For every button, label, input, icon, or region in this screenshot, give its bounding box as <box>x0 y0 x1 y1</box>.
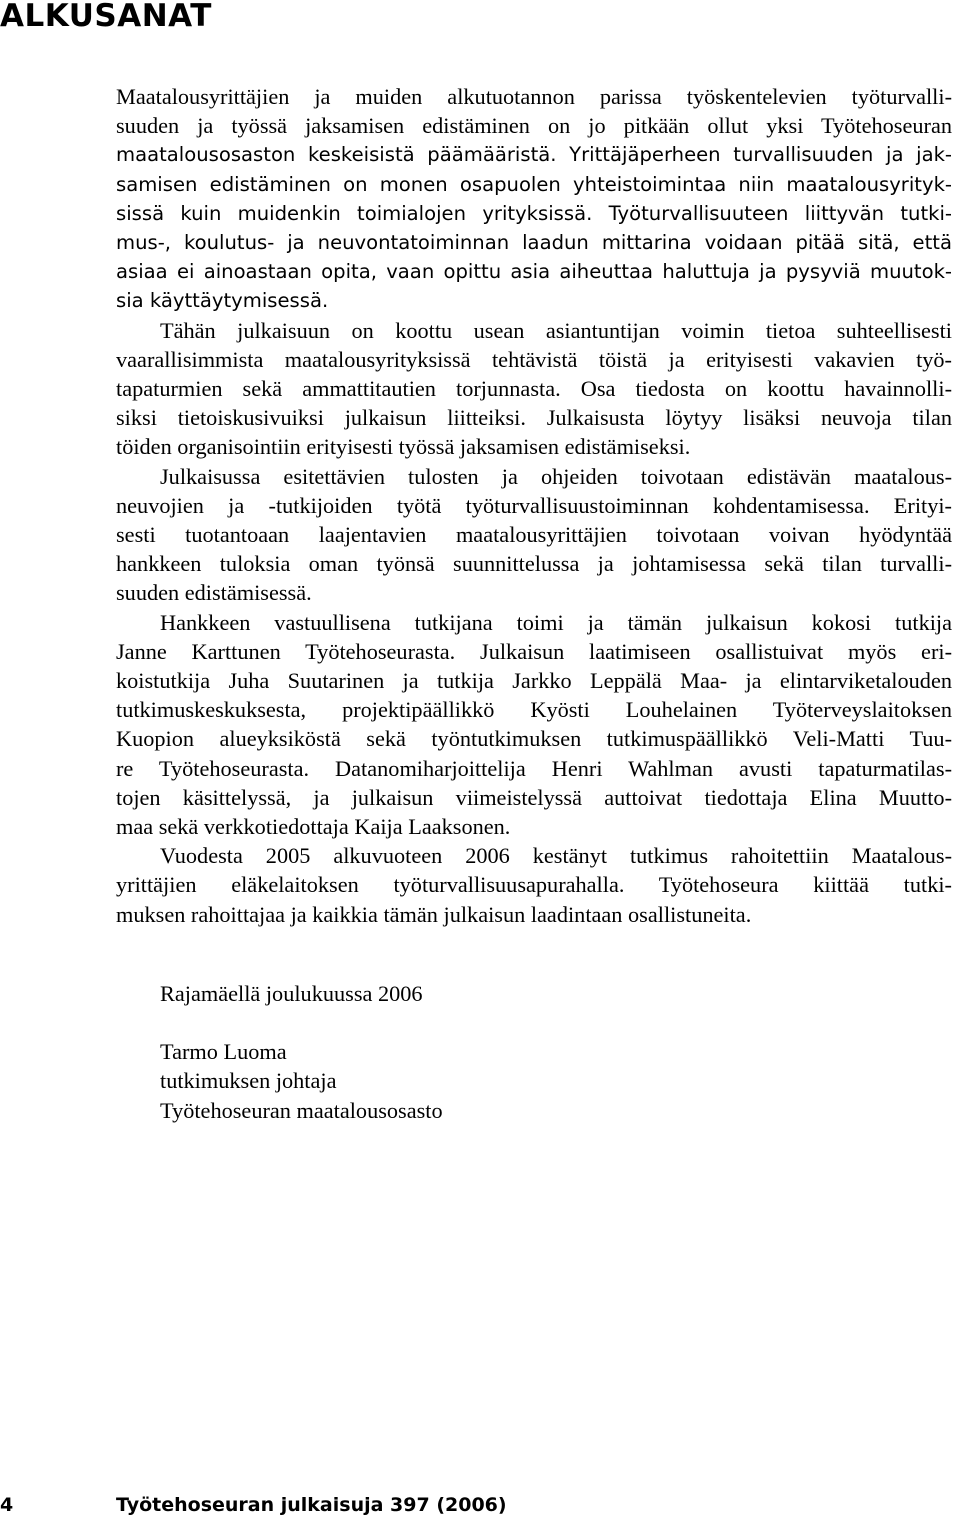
place-date: Rajamäellä joulukuussa 2006 <box>160 981 423 1006</box>
page-title: ALKUSANAT <box>0 0 212 34</box>
text-line: koistutkija Juha Suutarinen ja tutkija Jarkko Leppälä Maa- ja elintarviketalouden <box>116 668 952 694</box>
text-line: sia käyttäytymisessä. <box>116 289 329 313</box>
text-line: muksen rahoittajaa ja kaikkia tämän julkaisun laadintaan osallistuneita. <box>116 901 752 927</box>
text-line: töiden organisointiin erityisesti työssä jaksamisen edistämiseksi. <box>116 434 691 460</box>
publication-info: Työtehoseuran julkaisuja 397 (2006) <box>116 1494 507 1516</box>
text-line: tutkimuskeskuksesta, projektipäällikkö Kyösti Louhelainen Työterveyslaitoksen <box>116 697 952 723</box>
text-line: vaarallisimmista maatalousyrityksissä tehtävistä töistä ja erityisesti vakavien työ- <box>116 346 952 372</box>
text-line: neuvojien ja -tutkijoiden työtä työturvallisuustoiminnan kohdentamisessa. Erityi- <box>116 492 952 518</box>
page-number: 4 <box>0 1494 14 1516</box>
signer-name: Tarmo Luoma <box>160 1039 287 1065</box>
text-line: samisen edistäminen on monen osapuolen yhteistoimintaa niin maatalousyrityk- <box>116 172 952 196</box>
text-line: tapaturmien sekä ammattitautien torjunnasta. Osa tiedosta on koottu havainnolli- <box>116 376 952 402</box>
text-line: Janne Karttunen Työtehoseurasta. Julkaisun laatimiseen osallistuivat myös eri- <box>116 638 952 664</box>
text-line: Hankkeen vastuullisena tutkijana toimi ja tämän julkaisun kokosi tutkija <box>160 609 952 635</box>
text-line: Vuodesta 2005 alkuvuoteen 2006 kestänyt tutkimus rahoitettiin Maatalous- <box>160 843 952 869</box>
signature-block <box>160 979 443 1125</box>
signer-role: tutkimuksen johtaja <box>160 1068 337 1094</box>
text-line: Tähän julkaisuun on koottu usean asiantuntijan voimin tietoa suhteellisesti <box>160 317 952 343</box>
foreword-body <box>116 82 952 929</box>
text-line: re Työtehoseurasta. Datanomiharjoittelija Henri Wahlman avusti tapaturmatilas- <box>116 755 952 781</box>
text-line: mus-, koulutus- ja neuvontatoiminnan laadun mittarina voidaan pitää sitä, että <box>116 231 952 255</box>
text-line: asiaa ei ainoastaan opita, vaan opittu asia aiheuttaa haluttuja ja pysyviä muutok- <box>116 260 952 284</box>
signer-organization: Työtehoseuran maatalousosasto <box>160 1097 443 1123</box>
text-line: maatalousosaston keskeisistä päämääristä. Yrittäjäperheen turvallisuuden ja jak- <box>116 143 952 167</box>
text-line: hankkeen tuloksia oman työnsä suunnittelussa ja johtamisessa sekä tilan turvalli- <box>116 551 952 577</box>
text-line: sissä kuin muidenkin toimialojen yrityksissä. Työturvallisuuteen liittyvän tutki- <box>116 201 952 225</box>
text-line: Maatalousyrittäjien ja muiden alkutuotannon parissa työskentelevien työturvalli- <box>116 84 952 109</box>
text-line: suuden edistämisessä. <box>116 580 312 606</box>
text-line: Kuopion alueyksiköstä sekä työntutkimuksen tutkimuspäällikkö Veli-Matti Tuu- <box>116 726 952 752</box>
text-line: yrittäjien eläkelaitoksen työturvallisuusapurahalla. Työtehoseura kiittää tutki- <box>116 872 952 898</box>
text-line: suuden ja työssä jaksamisen edistäminen on jo pitkään ollut yksi Työtehoseuran <box>116 113 952 139</box>
text-line: Julkaisussa esitettävien tulosten ja ohjeiden toivotaan edistävän maatalous- <box>160 463 952 489</box>
text-line: tojen käsittelyssä, ja julkaisun viimeistelyssä auttoivat tiedottaja Elina Muutto- <box>116 784 952 810</box>
text-line: maa sekä verkkotiedottaja Kaija Laaksonen. <box>116 814 511 840</box>
text-line: sesti tuotantoaan laajentavien maatalousyrittäjien toivotaan voivan hyödyntää <box>116 522 952 548</box>
text-line: siksi tietoiskusivuiksi julkaisun liitteiksi. Julkaisusta löytyy lisäksi neuvoja tilan <box>116 405 952 431</box>
